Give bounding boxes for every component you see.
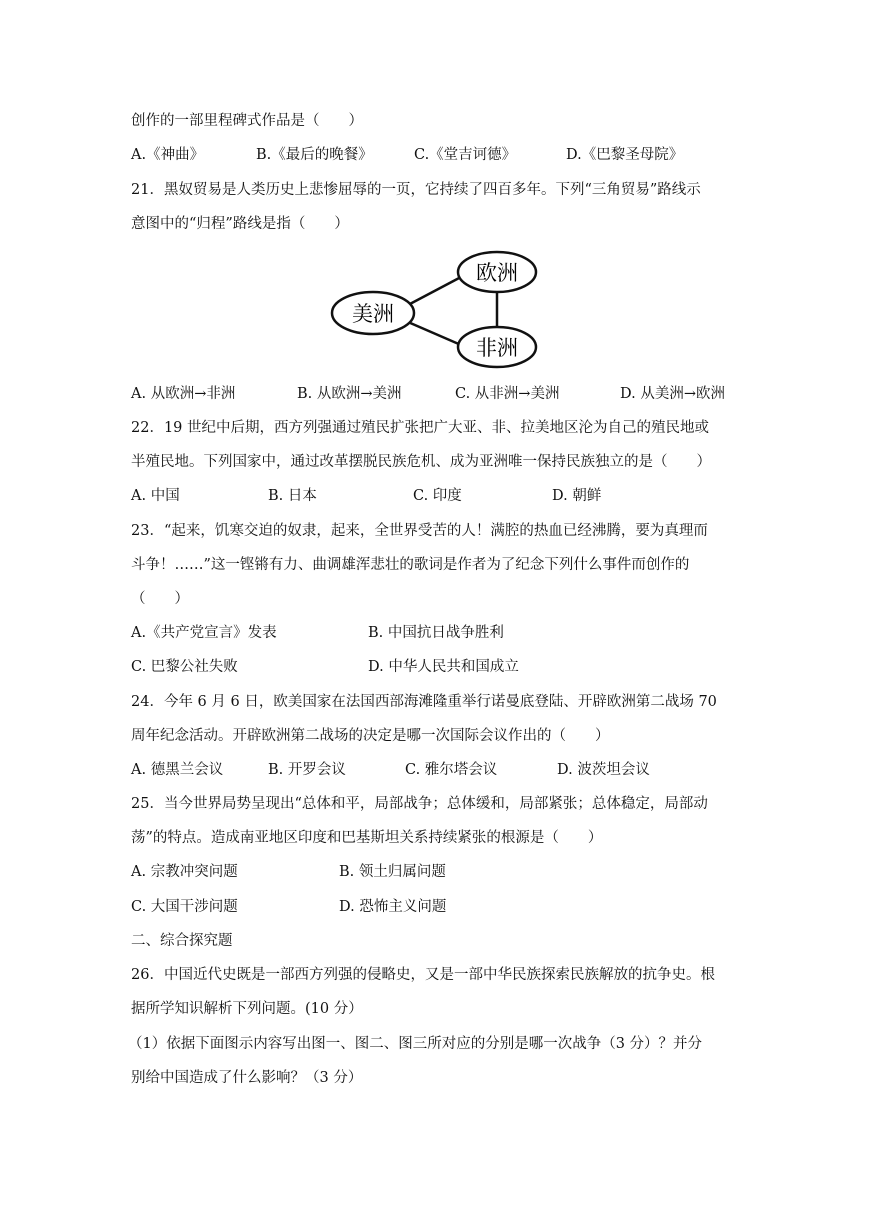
q21-stem-line1: 21．黑奴贸易是人类历史上悲惨屈辱的一页，它持续了四百多年。下列“三角贸易”路线示	[131, 182, 701, 198]
q23-option-d: D. 中华人民共和国成立	[368, 659, 519, 675]
intro-line: 创作的一部里程碑式作品是（ ）	[131, 113, 363, 129]
q20-option-c: C.《堂吉诃德》	[414, 147, 517, 163]
q21-option-b: B. 从欧洲→美洲	[297, 386, 402, 402]
q22-option-d: D. 朝鲜	[552, 488, 602, 504]
q20-option-a: A.《神曲》	[131, 147, 205, 163]
q25-option-c: C. 大国干涉问题	[131, 899, 238, 915]
q24-stem-line1: 24．今年 6 月 6 日，欧美国家在法国西部海滩隆重举行诺曼底登陆、开辟欧洲第二战场 70	[131, 694, 717, 710]
q26-stem-line2: 据所学知识解析下列问题。(10 分）	[131, 1001, 363, 1017]
q21-option-a: A. 从欧洲→非洲	[131, 386, 236, 402]
q22-option-c: C. 印度	[413, 488, 462, 504]
q24-stem-line2: 周年纪念活动。开辟欧洲第二战场的决定是哪一次国际会议作出的（ ）	[131, 728, 610, 744]
q25-stem-line2: 荡”的特点。造成南亚地区印度和巴基斯坦关系持续紧张的根源是（ ）	[131, 830, 603, 846]
q25-option-d: D. 恐怖主义问题	[339, 899, 447, 915]
q23-stem-line3: （ ）	[131, 591, 189, 607]
q21-option-c: C. 从非洲→美洲	[455, 386, 560, 402]
node-europe	[458, 252, 536, 292]
q20-option-d: D.《巴黎圣母院》	[566, 147, 684, 163]
label-africa: 非洲	[476, 336, 518, 360]
q23-stem-line1: 23．“起来，饥寒交迫的奴隶，起来，全世界受苦的人！满腔的热血已经沸腾，要为真理而	[131, 523, 708, 539]
label-europe: 欧洲	[476, 261, 518, 285]
q25-option-b: B. 领土归属问题	[339, 864, 446, 880]
q24-option-a: A. 德黑兰会议	[131, 762, 224, 778]
node-africa	[458, 327, 536, 367]
q26-part1-line2: 别给中国造成了什么影响？（3 分）	[131, 1070, 363, 1086]
route-america-europe	[408, 277, 461, 305]
q21-option-d: D. 从美洲→欧洲	[620, 386, 725, 402]
triangle-trade-diagram	[325, 248, 545, 373]
q23-option-c: C. 巴黎公社失败	[131, 659, 238, 675]
q22-stem-line2: 半殖民地。下列国家中，通过改革摆脱民族危机、成为亚洲唯一保持民族独立的是（ ）	[131, 454, 711, 470]
q22-option-b: B. 日本	[268, 488, 317, 504]
q25-option-a: A. 宗教冲突问题	[131, 864, 238, 880]
q24-option-c: C. 雅尔塔会议	[405, 762, 498, 778]
q20-option-b: B.《最后的晚餐》	[256, 147, 373, 163]
node-america	[332, 292, 414, 334]
q23-option-a: A.《共产党宣言》发表	[131, 625, 277, 641]
q22-option-a: A. 中国	[131, 488, 180, 504]
q23-option-b: B. 中国抗日战争胜利	[368, 625, 504, 641]
route-america-africa	[408, 322, 461, 345]
q21-stem-line2: 意图中的“归程”路线是指（ ）	[131, 216, 349, 232]
q22-stem-line1: 22．19 世纪中后期，西方列强通过殖民扩张把广大亚、非、拉美地区沦为自己的殖民地或	[131, 420, 710, 436]
q24-option-d: D. 波茨坦会议	[557, 762, 650, 778]
q26-stem-line1: 26．中国近代史既是一部西方列强的侵略史，又是一部中华民族探索民族解放的抗争史。根	[131, 967, 715, 983]
section2-title: 二、综合探究题	[131, 933, 233, 949]
q25-stem-line1: 25．当今世界局势呈现出“总体和平，局部战争；总体缓和，局部紧张；总体稳定，局部动	[131, 796, 708, 812]
label-america: 美洲	[352, 302, 394, 326]
q24-option-b: B. 开罗会议	[268, 762, 346, 778]
q26-part1-line1: （1）依据下面图示内容写出图一、图二、图三所对应的分别是哪一次战争（3 分）？并分	[128, 1036, 703, 1052]
q23-stem-line2: 斗争！……”这一铿锵有力、曲调雄浑悲壮的歌词是作者为了纪念下列什么事件而创作的	[131, 557, 690, 573]
